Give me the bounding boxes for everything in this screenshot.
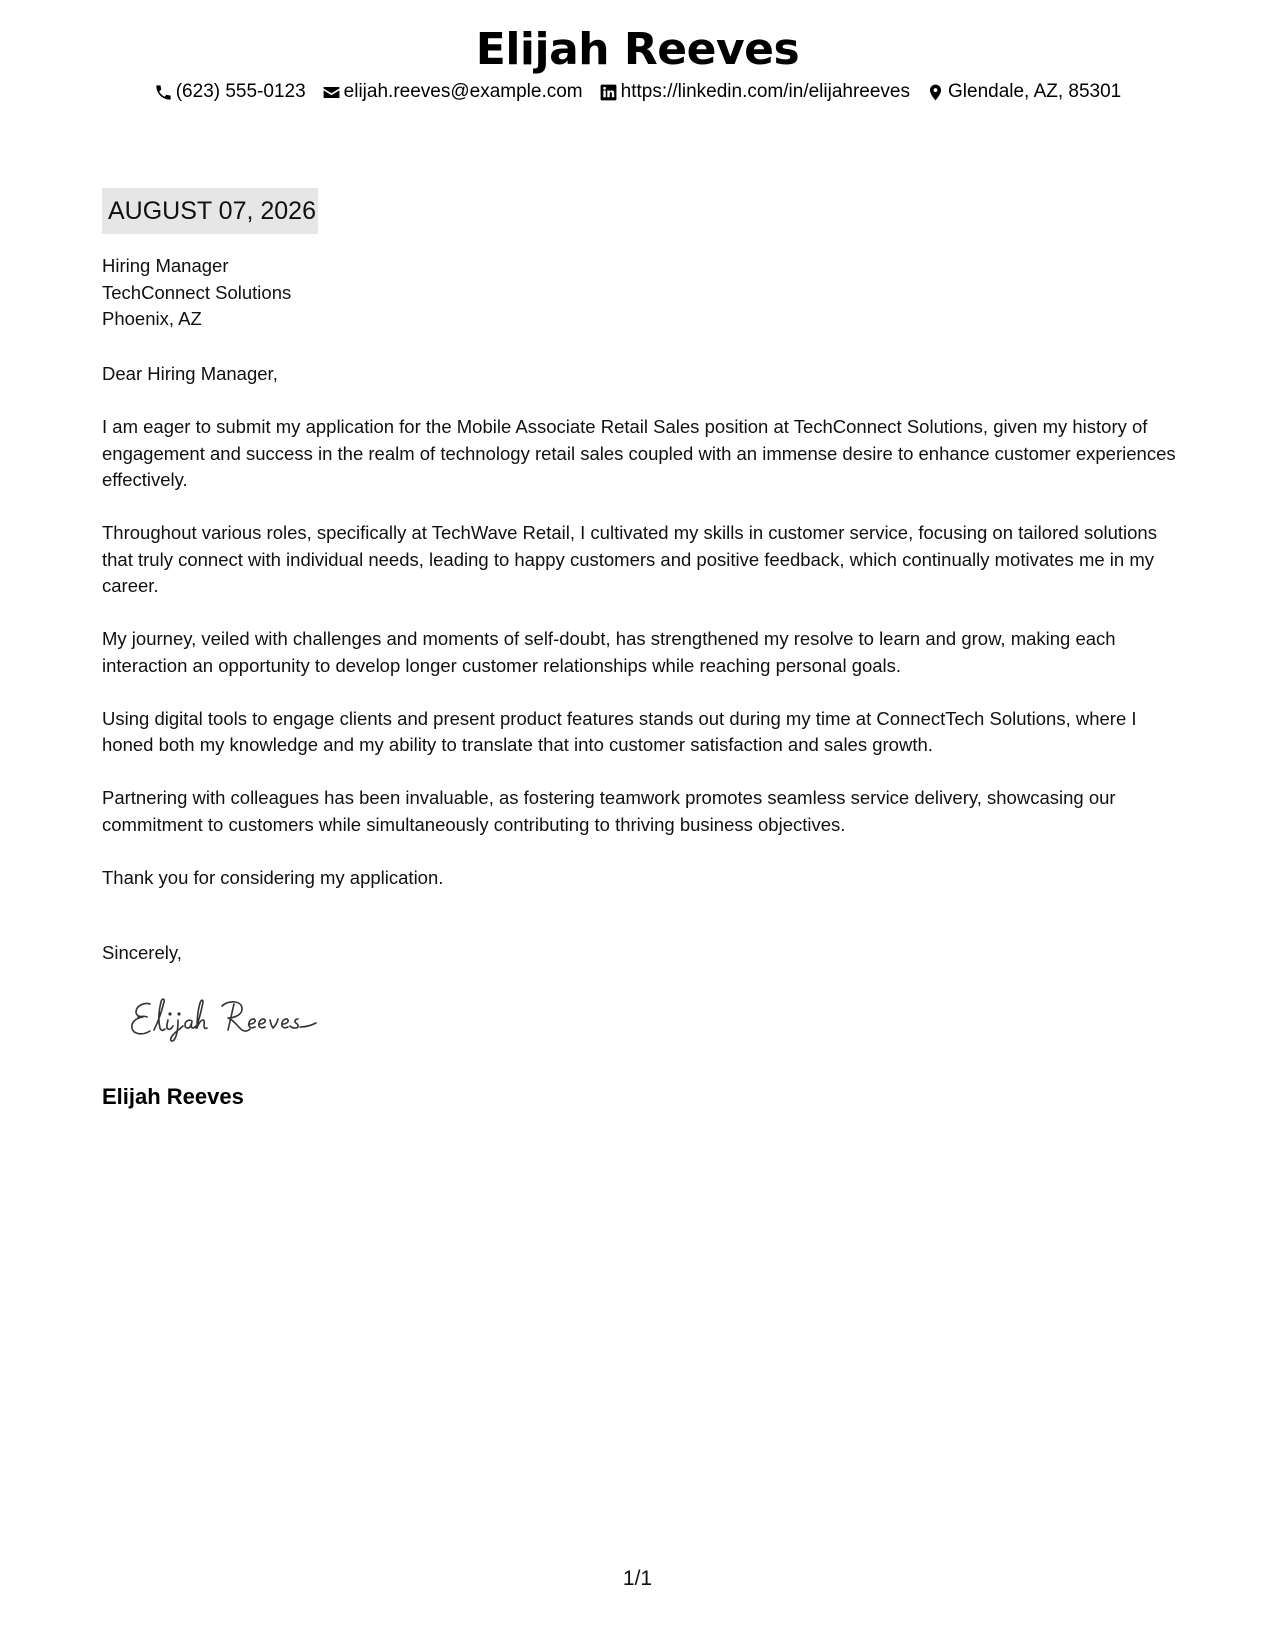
envelope-icon	[322, 83, 341, 102]
applicant-name-heading: Elijah Reeves	[475, 24, 800, 75]
recipient-location: Phoenix, AZ	[102, 308, 202, 329]
closing-phrase: Sincerely,	[102, 942, 182, 963]
contact-phone	[154, 78, 306, 106]
phone-number: (623) 555-0123	[175, 81, 306, 102]
linkedin-icon	[599, 83, 618, 102]
letter-body	[102, 414, 1182, 918]
contact-location	[926, 78, 1121, 106]
body-paragraph: I am eager to submit my application for the Mobile Associate Retail Sales position at TechConnect Solutions, given my history of engagement and success in the realm of technology retail sales coupled with an immense desire to enhance customer experiences effectively.	[102, 416, 1176, 490]
contact-info-row	[0, 78, 1275, 106]
contact-linkedin[interactable]	[599, 78, 910, 106]
body-paragraph: Thank you for considering my application.	[102, 866, 444, 888]
page-number: 1/1	[622, 1567, 653, 1590]
letter-date: AUGUST 07, 2026	[102, 188, 318, 234]
recipient-block	[102, 253, 1182, 333]
body-paragraph: Throughout various roles, specifically at TechWave Retail, I cultivated my skills in customer service, focusing on tailored solutions that truly connect with individual needs, leading to happy customers and positive feedback, which continually motivates me in my career.	[102, 522, 1157, 596]
recipient-title: Hiring Manager	[102, 255, 229, 276]
email-address[interactable]: elijah.reeves@example.com	[343, 81, 583, 102]
salutation: Dear Hiring Manager,	[102, 363, 278, 384]
body-paragraph: Partnering with colleagues has been invaluable, as fostering teamwork promotes seamless service delivery, showcasing our commitment to customers while simultaneously contributing to thriving business objectives.	[102, 787, 1116, 835]
linkedin-url[interactable]: https://linkedin.com/in/elijahreeves	[620, 81, 910, 102]
signer-name: Elijah Reeves	[102, 1084, 244, 1109]
body-paragraph: My journey, veiled with challenges and moments of self-doubt, has strengthened my resolve to learn and grow, making each interaction an opportunity to develop longer customer relationships while reaching personal goals.	[102, 628, 1116, 676]
map-pin-icon	[926, 83, 945, 102]
contact-email[interactable]	[322, 78, 583, 106]
recipient-company: TechConnect Solutions	[102, 281, 292, 303]
handwritten-signature	[128, 990, 338, 1046]
phone-icon	[154, 83, 173, 102]
location-text: Glendale, AZ, 85301	[948, 81, 1122, 102]
body-paragraph: Using digital tools to engage clients and present product features stands out during my time at ConnectTech Solutions, where I honed both my knowledge and my ability to translate that into customer satisfaction and sales growth.	[102, 707, 1137, 755]
